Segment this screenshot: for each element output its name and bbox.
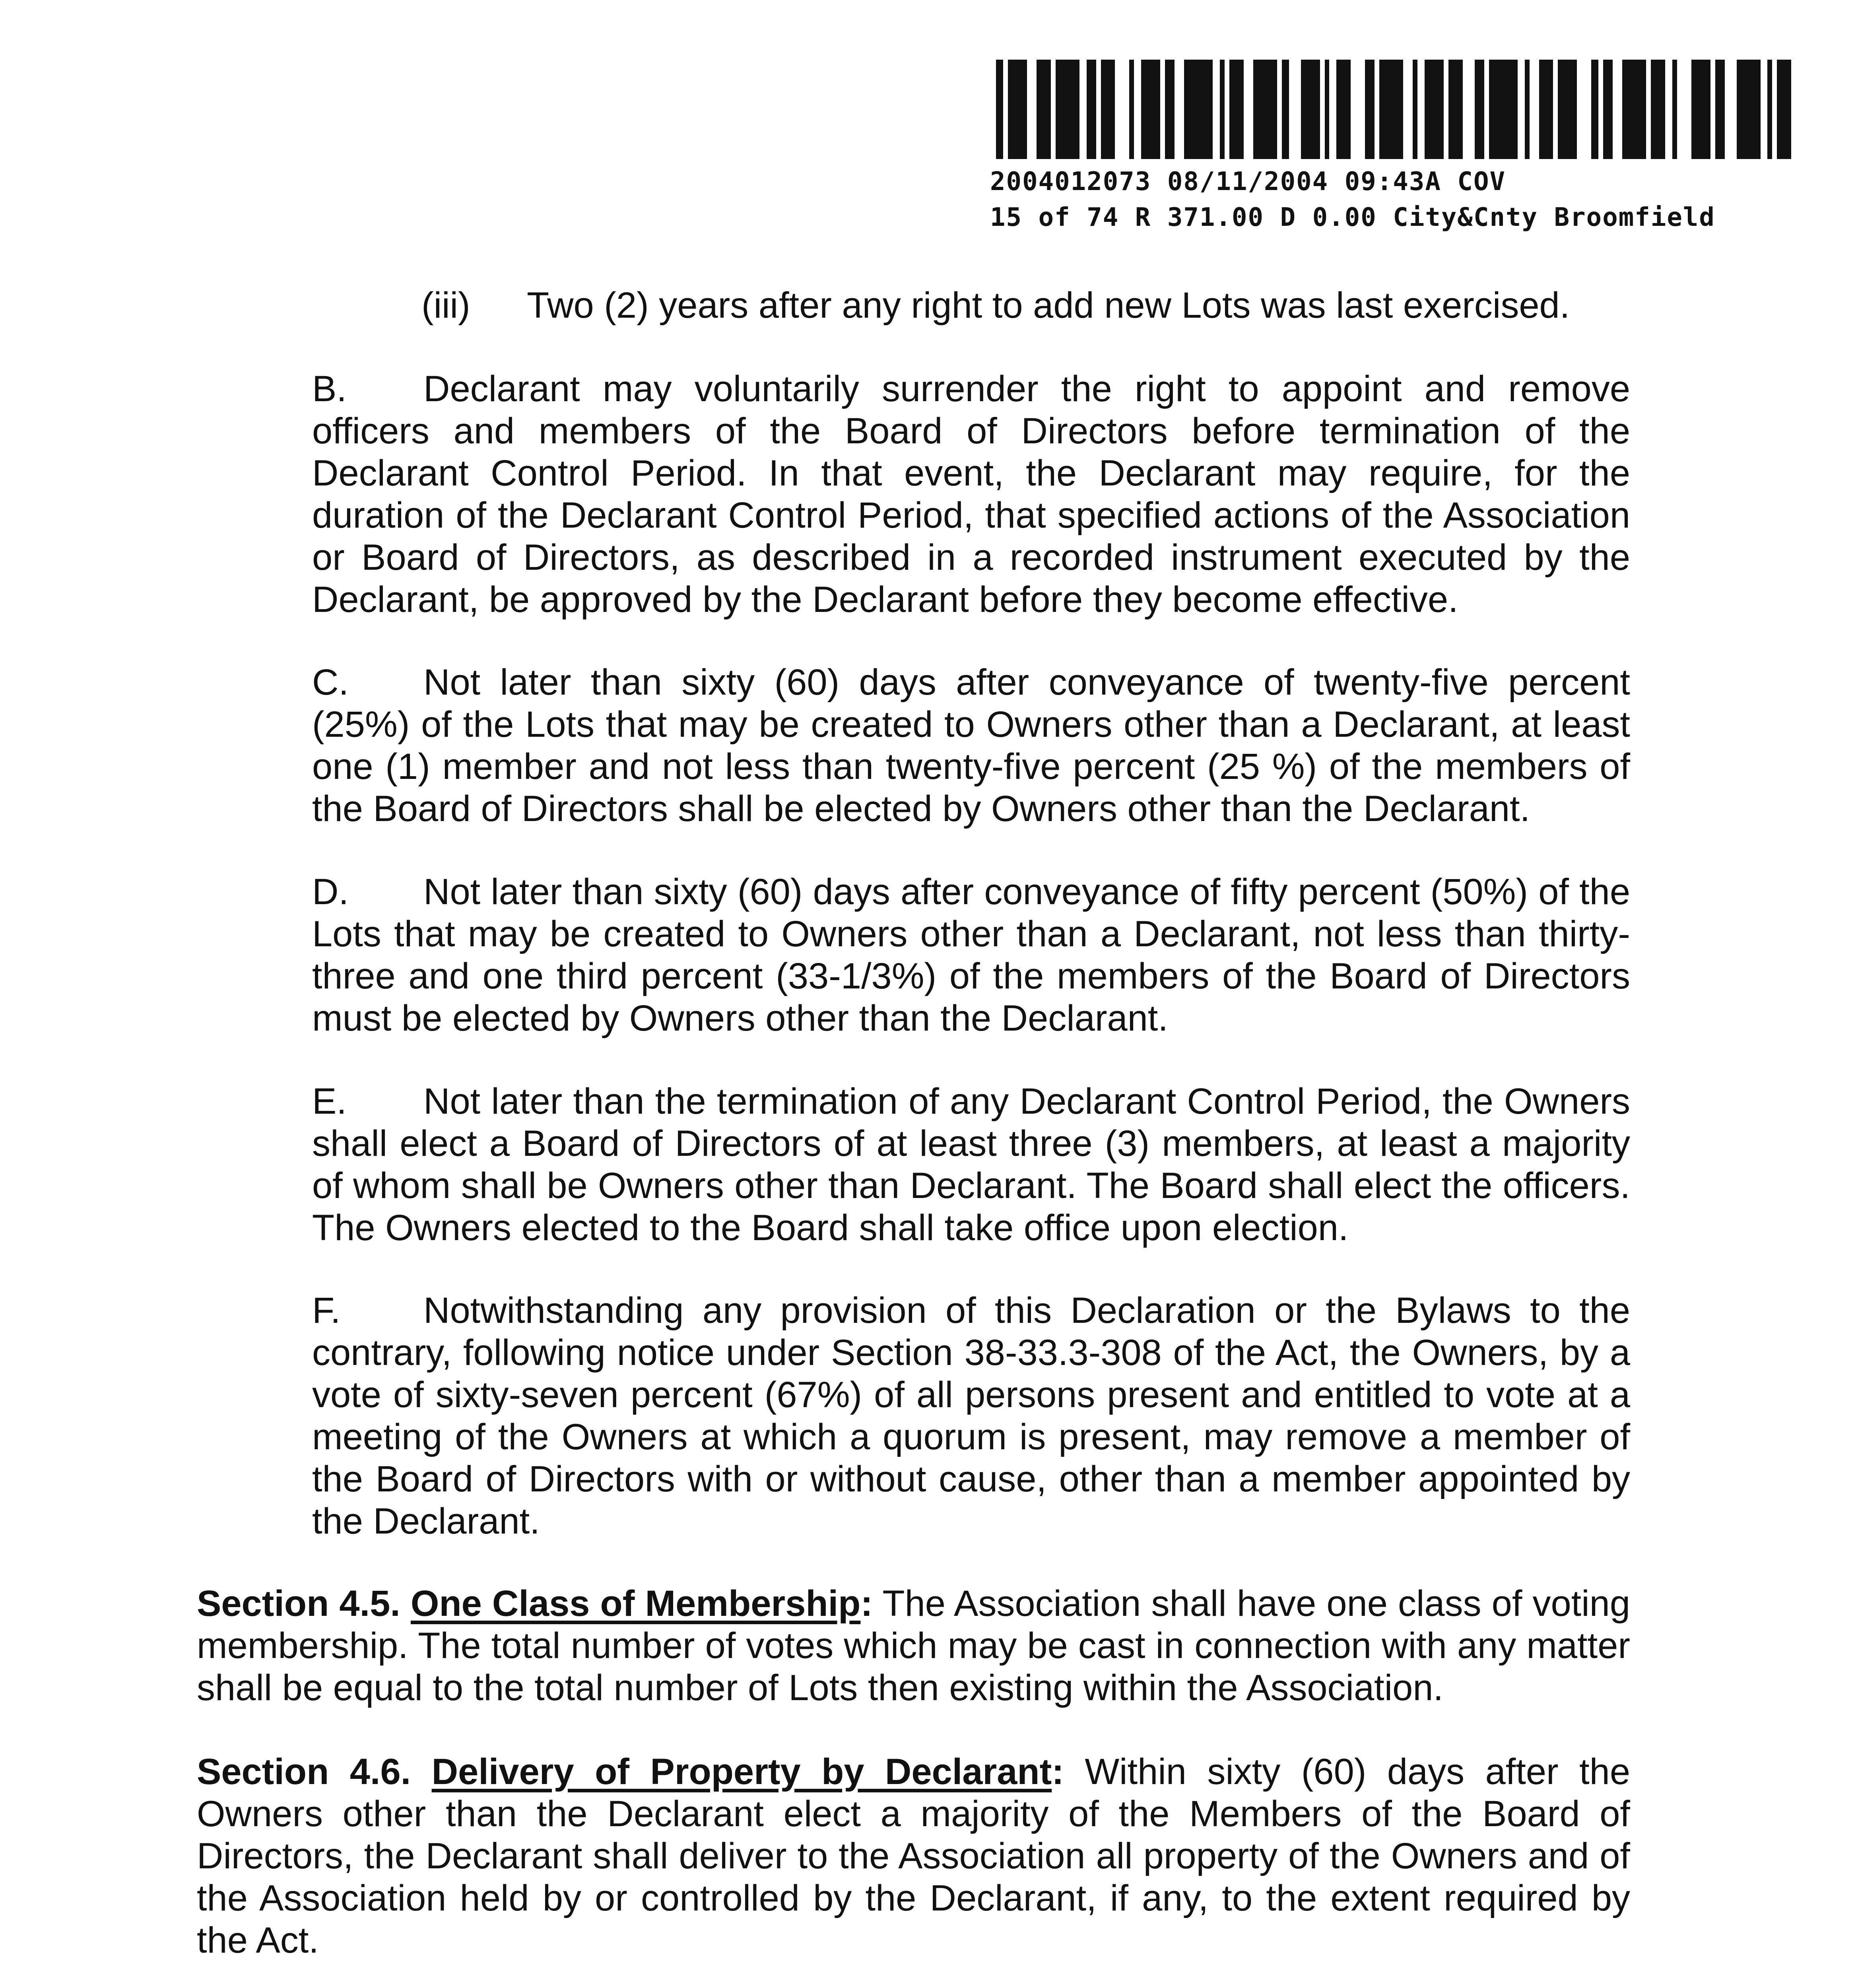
barcode-bar <box>1710 60 1715 159</box>
section-4-6-text: Within sixty (60) days after the Owners other than the Declarant elect a majority of the Members of the Board of Directors, the Declarant shall deliver to the Association all property of the Owners and of the Association held by or controlled by the Declarant, if any, to the extent required by the Act. <box>197 1751 1631 1961</box>
subsection-e-label: E. <box>312 1081 347 1122</box>
section-4-5-number: Section 4.5. <box>197 1583 400 1624</box>
barcode-bar <box>1613 60 1622 159</box>
barcode-bar <box>1325 60 1330 159</box>
subsection-d-text: Not later than sixty (60) days after conveyance of fifty percent (50%) of the Lots that may be created to Owners other than a Declarant, not less than thirty-three and one third percent (33-1/3%) of the members of the Board of Directors must be elected by Owners other than the Declarant. <box>312 872 1630 1039</box>
barcode-bar <box>1365 60 1375 159</box>
barcode-bar <box>1672 60 1677 159</box>
barcode-bar <box>1598 60 1603 159</box>
subsection-b-text: Declarant may voluntarily surrender the right to appoint and remove officers and members of the Board of Directors before termination of the Declarant Control Period. In that event, the Declarant may require, for the duration of the Declarant Control Period, that specified actions of the Association or Board of Directors, as described in a recorded instrument executed by the Declarant, be approved by the Declarant before they become effective. <box>312 369 1630 620</box>
barcode-bar <box>1761 60 1768 159</box>
barcode-bar <box>1715 60 1725 159</box>
subsection-iii-text: Two (2) years after any right to add new Lots was last exercised. <box>527 285 1570 326</box>
barcode-bar <box>1301 60 1320 159</box>
barcode-bar <box>1413 60 1417 159</box>
barcode-bar <box>1379 60 1403 159</box>
barcode-bar <box>1417 60 1425 159</box>
barcode-bar <box>1403 60 1413 159</box>
barcode-bar <box>1160 60 1165 159</box>
barcode-bar <box>1791 60 1801 159</box>
subsection-e <box>312 1080 1630 1249</box>
barcode-bar <box>1282 60 1289 159</box>
subsection-e-text: Not later than the termination of any Declarant Control Period, the Owners shall elect a Board of Directors of at least three (3) members, at least a majority of whom shall be Owners other than Declarant. The Board shall elect the officers. The Owners elected to the Board shall take office upon election. <box>312 1081 1630 1248</box>
barcode-bar <box>1037 60 1051 159</box>
barcode-bar <box>1289 60 1301 159</box>
barcode-bar <box>1375 60 1379 159</box>
barcode-bar <box>1665 60 1672 159</box>
barcode-bar <box>1448 60 1463 159</box>
barcode-bar <box>1444 60 1448 159</box>
subsection-iii <box>421 284 1570 326</box>
barcode-bar <box>1329 60 1336 159</box>
subsection-d <box>312 871 1630 1039</box>
barcode-bar <box>1051 60 1056 159</box>
section-4-5 <box>197 1582 1630 1709</box>
barcode-bar <box>1772 60 1777 159</box>
barcode-bar <box>1141 60 1160 159</box>
barcode-bar <box>1253 60 1277 159</box>
section-4-6-colon: : <box>1052 1751 1064 1792</box>
barcode-bar <box>1622 60 1646 159</box>
barcode-bar <box>1220 60 1225 159</box>
section-4-6 <box>197 1751 1630 1961</box>
barcode-bar <box>1463 60 1475 159</box>
barcode-bar <box>996 60 1003 159</box>
barcode-bar <box>1530 60 1539 159</box>
barcode-bar <box>1115 60 1129 159</box>
barcode-bar <box>1737 60 1761 159</box>
subsection-iii-label: (iii) <box>421 285 470 326</box>
barcode-bar <box>1008 60 1027 159</box>
subsection-f-label: F. <box>312 1290 341 1331</box>
barcode-bar <box>1539 60 1553 159</box>
barcode-bar <box>1096 60 1101 159</box>
section-4-6-number: Section 4.6. <box>197 1751 411 1792</box>
barcode-bar <box>1646 60 1651 159</box>
barcode-bar <box>1351 60 1365 159</box>
barcode-bar <box>1558 60 1577 159</box>
subsection-f <box>312 1289 1630 1542</box>
barcode-bar <box>1079 60 1087 159</box>
subsection-c <box>312 661 1630 830</box>
barcode-bar <box>1027 60 1037 159</box>
barcode-bar <box>1225 60 1229 159</box>
barcode-bar <box>1489 60 1518 159</box>
barcode-bar <box>1056 60 1079 159</box>
barcode-bar <box>1677 60 1691 159</box>
barcode-bar <box>1101 60 1115 159</box>
section-4-5-text: The Association shall have one class of voting membership. The total number of votes which may be cast in connection with any matter shall be equal to the total number of Lots then existing within the Association. <box>197 1583 1630 1708</box>
barcode-bar <box>1165 60 1175 159</box>
barcode-bar <box>1003 60 1008 159</box>
barcode-bar <box>1553 60 1558 159</box>
recording-stamp-line-2: 15 of 74 R 371.00 D 0.00 City&Cnty Broomfield <box>990 203 1715 232</box>
barcode-bar <box>1184 60 1213 159</box>
barcode-bar <box>1651 60 1665 159</box>
subsection-b <box>312 368 1630 621</box>
subsection-c-label: C. <box>312 662 349 703</box>
barcode-bar <box>1777 60 1791 159</box>
subsection-c-text: Not later than sixty (60) days after conveyance of twenty-five percent (25%) of the Lots that may be created to Owners other than a Declarant, at least one (1) member and not less than twenty-five percent (25 %) of the members of the Board of Directors shall be elected by Owners other than the Declarant. <box>312 662 1630 829</box>
barcode-bar <box>1484 60 1489 159</box>
barcode-bar <box>1767 60 1772 159</box>
barcode-bar <box>1277 60 1282 159</box>
section-4-5-title: One Class of Membership <box>410 1583 861 1624</box>
barcode-bar <box>1244 60 1253 159</box>
barcode-bar <box>1229 60 1244 159</box>
barcode-bar <box>1213 60 1220 159</box>
barcode-bar <box>1320 60 1325 159</box>
barcode-bar <box>1087 60 1096 159</box>
barcode-bar <box>1336 60 1351 159</box>
barcode-bar <box>1129 60 1134 159</box>
barcode-bar <box>1175 60 1184 159</box>
recording-stamp-line-1: 2004012073 08/11/2004 09:43A COV <box>990 167 1506 196</box>
barcode-bar <box>1577 60 1591 159</box>
section-4-6-title: Delivery of Property by Declarant <box>431 1751 1052 1792</box>
barcode-bar <box>1591 60 1598 159</box>
section-4-5-colon: : <box>860 1583 873 1624</box>
barcode-bar <box>1525 60 1530 159</box>
subsection-b-label: B. <box>312 369 347 409</box>
barcode-bar <box>1134 60 1141 159</box>
barcode-bar <box>1691 60 1710 159</box>
barcode-bar <box>1603 60 1613 159</box>
barcode-bar <box>1425 60 1444 159</box>
subsection-d-label: D. <box>312 872 349 912</box>
subsection-f-text: Notwithstanding any provision of this Declaration or the Bylaws to the contrary, following notice under Section 38-33.3-308 of the Act, the Owners, by a vote of sixty-seven percent (67%) of all persons present and entitled to vote at a meeting of the Owners at which a quorum is present, may remove a member of the Board of Directors with or without cause, other than a member appointed by the Declarant. <box>312 1290 1630 1541</box>
barcode-bar <box>1518 60 1525 159</box>
barcode-bar <box>1725 60 1737 159</box>
recording-barcode <box>996 60 1801 159</box>
barcode-bar <box>1475 60 1484 159</box>
